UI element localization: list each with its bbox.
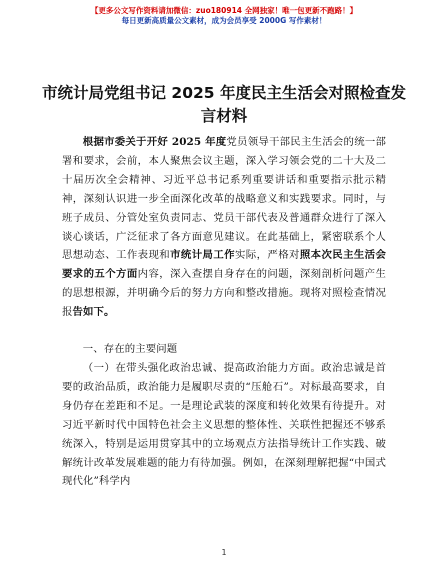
- paragraph-political-loyalty: （一）在带头强化政治忠诚、提高政治能力方面。政治忠诚是首要的政治品质，政治能力是履职尽责的“压舱石”。对标最高要求，自身仍存在差距和不足。一是理论武装的深度和转化效果有待提升。对习近平新时代中国特色社会主义思想的整体性、关联性把握还不够系统深入，特别是运用贯穿其中的立场观点方法指导统计工作实践、破解统计改革发展难题的能力有待加强。例如，在深刻理解把握“中国式现代化”科学内: [62, 361, 386, 488]
- intro-text-2: 实际，严格对: [234, 249, 300, 262]
- intro-text-1: 党员领导干部民主生活会的统一部署和要求，会前，本人聚焦会议主题，深入学习领会党的二十大及二十届历次全会精神、习近平总书记系列重要讲话和重要指示批示精神，深刻认识进一步全面深化改革的战略意义和实践要求。同时，与班子成员、分管处室负责同志、党员干部代表及普通群众进行了深入谈心谈话，广泛征求了各方面意见建议。在此基础上，紧密联系个人思想动态、工作表现和: [62, 136, 386, 262]
- intro-bold-3: 照本次民主生活会要求的五个方面: [62, 249, 386, 281]
- intro-bold-1: 根据市委关于开好 2025 年度: [82, 136, 227, 148]
- section-heading-1: 一、存在的主要问题: [82, 343, 178, 356]
- promo-header: [0, 6, 448, 26]
- promo-line-2: 每日更新高质量公文素材，成为会员享受 2000G 写作素材！: [121, 16, 327, 25]
- document-body: [62, 133, 386, 491]
- page-number: 1: [221, 548, 227, 557]
- intro-text-3: 内容，深入查摆自身存在的问题，深刻剖析问题产生的思想根源，并明确今后的努力方向和整改措施。现将对照检查情况报: [62, 268, 386, 319]
- intro-paragraph: [62, 133, 386, 322]
- intro-bold-4: 告如下。: [72, 306, 115, 319]
- document-title: 市统计局党组书记 2025 年度民主生活会对照检查发言材料: [42, 84, 406, 125]
- promo-line-1: 【更多公文写作资料请加微信：zuo180914 全网独家！唯一包更新不跑路！】: [90, 6, 358, 15]
- intro-bold-2: 市统计局工作: [170, 249, 235, 262]
